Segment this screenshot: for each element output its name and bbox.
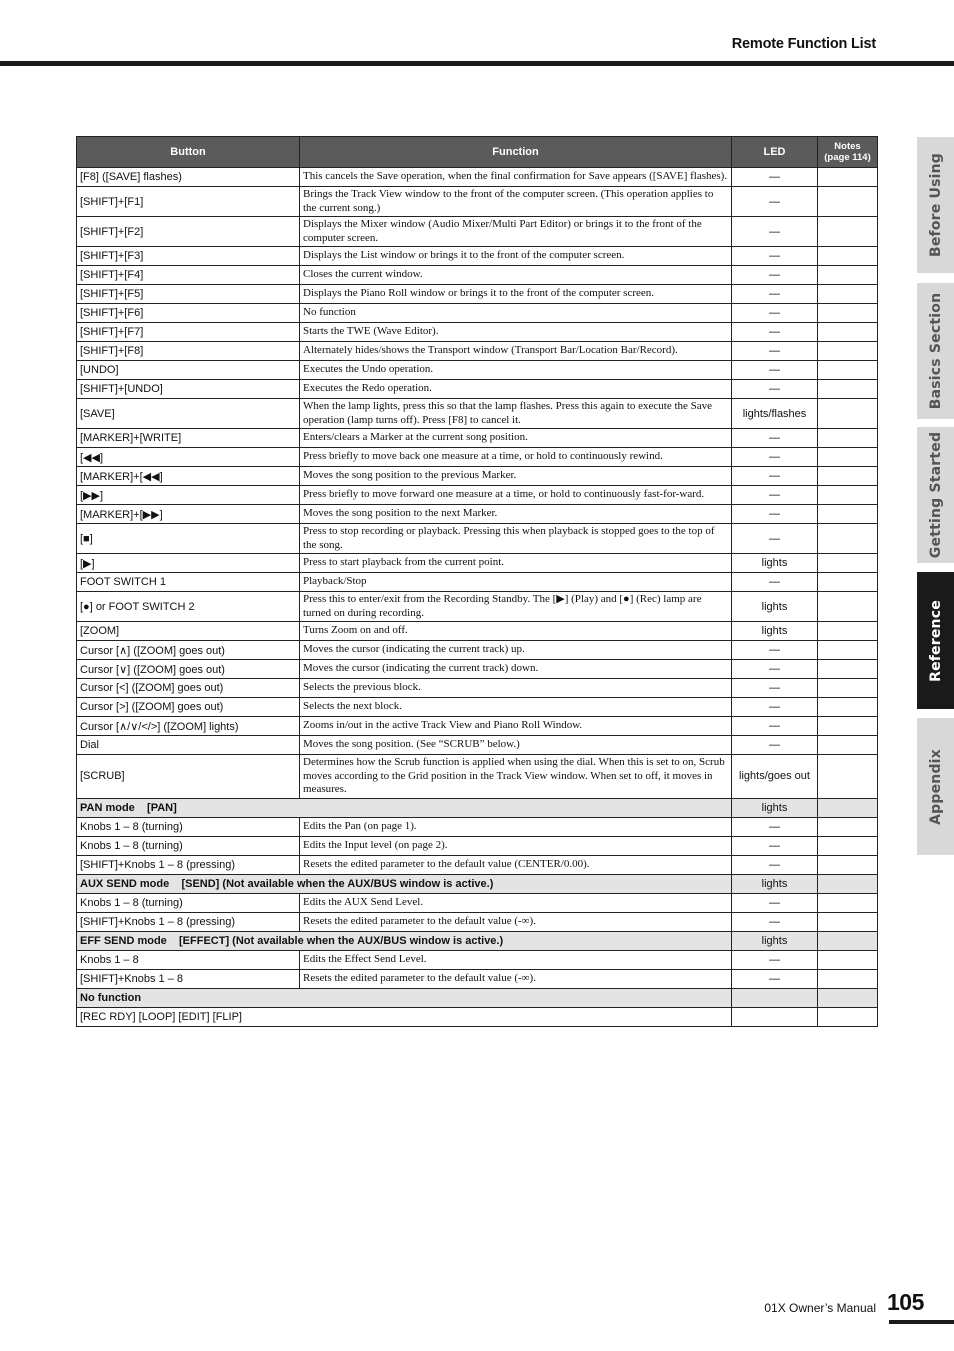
table-row — [77, 361, 878, 380]
table-row — [77, 969, 878, 988]
table-row — [77, 524, 878, 554]
table-row — [77, 285, 878, 304]
notes-cell — [818, 798, 878, 817]
notes-cell — [818, 429, 878, 448]
button-cell: [●] or FOOT SWITCH 2 — [77, 592, 300, 622]
notes-cell — [818, 486, 878, 505]
table-row — [77, 247, 878, 266]
button-cell: Cursor [∧] ([ZOOM] goes out) — [77, 641, 300, 660]
section-header-row — [77, 798, 878, 817]
button-cell: [▶▶] — [77, 486, 300, 505]
button-cell: [SHIFT]+[F4] — [77, 266, 300, 285]
notes-cell — [818, 323, 878, 342]
side-tab-label: Before Using — [927, 152, 944, 258]
header-rule — [0, 61, 954, 66]
notes-cell — [818, 187, 878, 217]
button-cell: [SHIFT]+[UNDO] — [77, 380, 300, 399]
page-header-title: Remote Function List — [731, 36, 876, 52]
function-cell: Executes the Redo operation. — [300, 380, 732, 399]
function-cell: Selects the previous block. — [300, 679, 732, 698]
led-cell: — — [732, 836, 818, 855]
table-header-row — [77, 137, 878, 168]
led-cell: — — [732, 641, 818, 660]
function-cell: Displays the Mixer window (Audio Mixer/Multi Part Editor) or brings it to the front of the computer screen. — [300, 217, 732, 247]
led-cell: — — [732, 969, 818, 988]
table-row — [77, 429, 878, 448]
led-cell: — — [732, 855, 818, 874]
side-tab-appendix[interactable] — [917, 718, 954, 855]
table-row — [77, 622, 878, 641]
function-cell: Displays the List window or brings it to the front of the computer screen. — [300, 247, 732, 266]
side-tab-basics-section[interactable] — [917, 283, 954, 419]
notes-cell — [818, 217, 878, 247]
notes-cell — [818, 641, 878, 660]
button-cell: [SHIFT]+[F1] — [77, 187, 300, 217]
led-cell: — — [732, 486, 818, 505]
led-cell — [732, 988, 818, 1007]
notes-cell — [818, 448, 878, 467]
table-row — [77, 698, 878, 717]
button-cell: Cursor [∨] ([ZOOM] goes out) — [77, 660, 300, 679]
button-cell: [SHIFT]+Knobs 1 – 8 (pressing) — [77, 855, 300, 874]
table-row — [77, 893, 878, 912]
remote-function-table — [76, 136, 878, 1027]
no-function-title: No function — [77, 988, 732, 1007]
led-cell: — — [732, 717, 818, 736]
led-cell: — — [732, 524, 818, 554]
notes-cell — [818, 505, 878, 524]
led-cell: lights/flashes — [732, 399, 818, 429]
button-cell: [MARKER]+[▶▶] — [77, 505, 300, 524]
notes-cell — [818, 698, 878, 717]
function-cell: Alternately hides/shows the Transport window (Transport Bar/Location Bar/Record). — [300, 342, 732, 361]
function-cell: No function — [300, 304, 732, 323]
function-cell: Displays the Piano Roll window or brings it to the front of the computer screen. — [300, 285, 732, 304]
button-cell: [UNDO] — [77, 361, 300, 380]
page-number: 105 — [887, 1289, 924, 1315]
table-row — [77, 554, 878, 573]
function-cell: This cancels the Save operation, when the final confirmation for Save appears ([SAVE] flashes). — [300, 168, 732, 187]
no-function-buttons: [REC RDY] [LOOP] [EDIT] [FLIP] — [77, 1007, 732, 1026]
function-cell: Resets the edited parameter to the default value (CENTER/0.00). — [300, 855, 732, 874]
column-header-led: LED — [732, 137, 818, 168]
function-cell: Closes the current window. — [300, 266, 732, 285]
led-cell: — — [732, 950, 818, 969]
function-cell: Press briefly to move back one measure at a time, or hold to continuously rewind. — [300, 448, 732, 467]
table-row — [77, 836, 878, 855]
led-cell: — — [732, 380, 818, 399]
table-row — [77, 736, 878, 755]
led-cell: — — [732, 342, 818, 361]
notes-cell — [818, 912, 878, 931]
led-cell: — — [732, 247, 818, 266]
notes-cell — [818, 592, 878, 622]
notes-cell — [818, 817, 878, 836]
table-row — [77, 855, 878, 874]
column-header-notes — [818, 137, 878, 168]
function-cell: Moves the cursor (indicating the current track) down. — [300, 660, 732, 679]
notes-cell — [818, 524, 878, 554]
button-cell: [SCRUB] — [77, 755, 300, 799]
side-tab-label: Appendix — [927, 748, 944, 825]
button-cell: [◀◀] — [77, 448, 300, 467]
button-cell: [MARKER]+[◀◀] — [77, 467, 300, 486]
side-tab-before-using[interactable] — [917, 137, 954, 273]
section-led: lights — [732, 874, 818, 893]
table-row — [77, 448, 878, 467]
table-row — [77, 505, 878, 524]
section-header-row — [77, 874, 878, 893]
table-row — [77, 380, 878, 399]
column-header-function: Function — [300, 137, 732, 168]
notes-cell — [818, 342, 878, 361]
side-tab-label: Getting Started — [927, 431, 944, 559]
notes-cell — [818, 931, 878, 950]
table-row — [77, 217, 878, 247]
function-cell: Resets the edited parameter to the default value (-∞). — [300, 912, 732, 931]
function-cell: Selects the next block. — [300, 698, 732, 717]
notes-cell — [818, 285, 878, 304]
button-cell: [■] — [77, 524, 300, 554]
table-row — [77, 717, 878, 736]
notes-cell — [818, 679, 878, 698]
section-led: lights — [732, 931, 818, 950]
function-cell: Moves the song position. (See “SCRUB” below.) — [300, 736, 732, 755]
function-cell: Press to start playback from the current point. — [300, 554, 732, 573]
notes-header-line2: (page 114) — [824, 152, 871, 163]
button-cell: [SHIFT]+[F5] — [77, 285, 300, 304]
led-cell: — — [732, 736, 818, 755]
function-cell: Press this to enter/exit from the Recording Standby. The [▶] (Play) and [●] (Rec) lamp are turned on during recording. — [300, 592, 732, 622]
led-cell: — — [732, 304, 818, 323]
notes-cell — [818, 622, 878, 641]
table-row — [77, 266, 878, 285]
led-cell: — — [732, 679, 818, 698]
led-cell: lights — [732, 622, 818, 641]
led-cell: — — [732, 285, 818, 304]
table-row — [77, 660, 878, 679]
button-cell: Knobs 1 – 8 (turning) — [77, 893, 300, 912]
function-cell: When the lamp lights, press this so that the lamp flashes. Press this again to execute the Save operation (lamp turns off). Press [F8] to cancel it. — [300, 399, 732, 429]
button-cell: Cursor [<] ([ZOOM] goes out) — [77, 679, 300, 698]
notes-cell — [818, 950, 878, 969]
table-row — [77, 342, 878, 361]
side-tab-label: Reference — [927, 599, 944, 682]
led-cell: lights/goes out — [732, 755, 818, 799]
led-cell: — — [732, 323, 818, 342]
led-cell: — — [732, 361, 818, 380]
notes-cell — [818, 380, 878, 399]
table-row — [77, 950, 878, 969]
notes-cell — [818, 736, 878, 755]
function-cell: Determines how the Scrub function is applied when using the dial. When this is set to on, Scrub moves according to the Grid position in the Track View window. When set to off, it moves in measures. — [300, 755, 732, 799]
notes-cell — [818, 893, 878, 912]
notes-cell — [818, 266, 878, 285]
table-row — [77, 912, 878, 931]
notes-cell — [818, 855, 878, 874]
no-function-header-row — [77, 988, 878, 1007]
button-cell: [F8] ([SAVE] flashes) — [77, 168, 300, 187]
side-tab-getting-started[interactable] — [917, 427, 954, 563]
table-body — [77, 168, 878, 1027]
notes-cell — [818, 304, 878, 323]
table-row — [77, 817, 878, 836]
led-cell: lights — [732, 554, 818, 573]
table-row — [77, 641, 878, 660]
led-cell: — — [732, 505, 818, 524]
led-cell: — — [732, 448, 818, 467]
notes-cell — [818, 247, 878, 266]
function-cell: Press to stop recording or playback. Pressing this when playback is stopped goes to the top of the song. — [300, 524, 732, 554]
button-cell: [SAVE] — [77, 399, 300, 429]
notes-cell — [818, 874, 878, 893]
notes-cell — [818, 969, 878, 988]
function-cell: Edits the AUX Send Level. — [300, 893, 732, 912]
led-cell: — — [732, 817, 818, 836]
function-cell: Moves the cursor (indicating the current track) up. — [300, 641, 732, 660]
function-cell: Enters/clears a Marker at the current song position. — [300, 429, 732, 448]
button-cell: [SHIFT]+[F2] — [77, 217, 300, 247]
button-cell: [SHIFT]+[F8] — [77, 342, 300, 361]
section-led: lights — [732, 798, 818, 817]
table-row — [77, 304, 878, 323]
button-cell: Cursor [>] ([ZOOM] goes out) — [77, 698, 300, 717]
function-cell: Playback/Stop — [300, 573, 732, 592]
function-cell: Moves the song position to the previous Marker. — [300, 467, 732, 486]
function-cell: Press briefly to move forward one measure at a time, or hold to continuously fast-for-ward. — [300, 486, 732, 505]
notes-header-line1: Notes — [834, 141, 861, 152]
section-header-row — [77, 931, 878, 950]
table-row — [77, 486, 878, 505]
button-cell: [MARKER]+[WRITE] — [77, 429, 300, 448]
no-function-row — [77, 1007, 878, 1026]
button-cell: [SHIFT]+Knobs 1 – 8 (pressing) — [77, 912, 300, 931]
table-row — [77, 168, 878, 187]
button-cell: FOOT SWITCH 1 — [77, 573, 300, 592]
section-title: EFF SEND mode [EFFECT] (Not available when the AUX/BUS window is active.) — [77, 931, 732, 950]
table-row — [77, 679, 878, 698]
function-cell: Turns Zoom on and off. — [300, 622, 732, 641]
button-cell: Knobs 1 – 8 — [77, 950, 300, 969]
led-cell: — — [732, 217, 818, 247]
footer-manual-title: 01X Owner’s Manual — [764, 1301, 876, 1315]
table-row — [77, 755, 878, 799]
function-cell: Resets the edited parameter to the default value (-∞). — [300, 969, 732, 988]
function-cell: Zooms in/out in the active Track View and Piano Roll Window. — [300, 717, 732, 736]
function-cell: Brings the Track View window to the front of the computer screen. (This operation applies to the current song.) — [300, 187, 732, 217]
button-cell: Knobs 1 – 8 (turning) — [77, 836, 300, 855]
table-row — [77, 323, 878, 342]
button-cell: Dial — [77, 736, 300, 755]
button-cell: [▶] — [77, 554, 300, 573]
led-cell: lights — [732, 592, 818, 622]
function-cell: Starts the TWE (Wave Editor). — [300, 323, 732, 342]
function-cell: Edits the Input level (on page 2). — [300, 836, 732, 855]
section-title: AUX SEND mode [SEND] (Not available when the AUX/BUS window is active.) — [77, 874, 732, 893]
notes-cell — [818, 755, 878, 799]
led-cell — [732, 1007, 818, 1026]
notes-cell — [818, 836, 878, 855]
notes-cell — [818, 988, 878, 1007]
led-cell: — — [732, 168, 818, 187]
footer-rule — [889, 1320, 954, 1324]
notes-cell — [818, 660, 878, 679]
button-cell: [SHIFT]+[F7] — [77, 323, 300, 342]
led-cell: — — [732, 573, 818, 592]
led-cell: — — [732, 187, 818, 217]
notes-cell — [818, 1007, 878, 1026]
table-row — [77, 399, 878, 429]
button-cell: [SHIFT]+[F3] — [77, 247, 300, 266]
table-row — [77, 467, 878, 486]
led-cell: — — [732, 467, 818, 486]
notes-cell — [818, 554, 878, 573]
side-tab-reference[interactable] — [917, 572, 954, 709]
led-cell: — — [732, 429, 818, 448]
notes-cell — [818, 717, 878, 736]
led-cell: — — [732, 660, 818, 679]
side-tab-label: Basics Section — [927, 292, 944, 410]
function-cell: Executes the Undo operation. — [300, 361, 732, 380]
button-cell: [ZOOM] — [77, 622, 300, 641]
function-cell: Moves the song position to the next Marker. — [300, 505, 732, 524]
notes-cell — [818, 399, 878, 429]
led-cell: — — [732, 698, 818, 717]
notes-cell — [818, 573, 878, 592]
button-cell: Cursor [∧/∨/</>] ([ZOOM] lights) — [77, 717, 300, 736]
button-cell: [SHIFT]+[F6] — [77, 304, 300, 323]
table-row — [77, 592, 878, 622]
notes-cell — [818, 168, 878, 187]
table-row — [77, 187, 878, 217]
section-title: PAN mode [PAN] — [77, 798, 732, 817]
notes-cell — [818, 361, 878, 380]
function-cell: Edits the Pan (on page 1). — [300, 817, 732, 836]
table-row — [77, 573, 878, 592]
led-cell: — — [732, 266, 818, 285]
function-cell: Edits the Effect Send Level. — [300, 950, 732, 969]
notes-cell — [818, 467, 878, 486]
led-cell: — — [732, 912, 818, 931]
led-cell: — — [732, 893, 818, 912]
button-cell: Knobs 1 – 8 (turning) — [77, 817, 300, 836]
column-header-button: Button — [77, 137, 300, 168]
button-cell: [SHIFT]+Knobs 1 – 8 — [77, 969, 300, 988]
